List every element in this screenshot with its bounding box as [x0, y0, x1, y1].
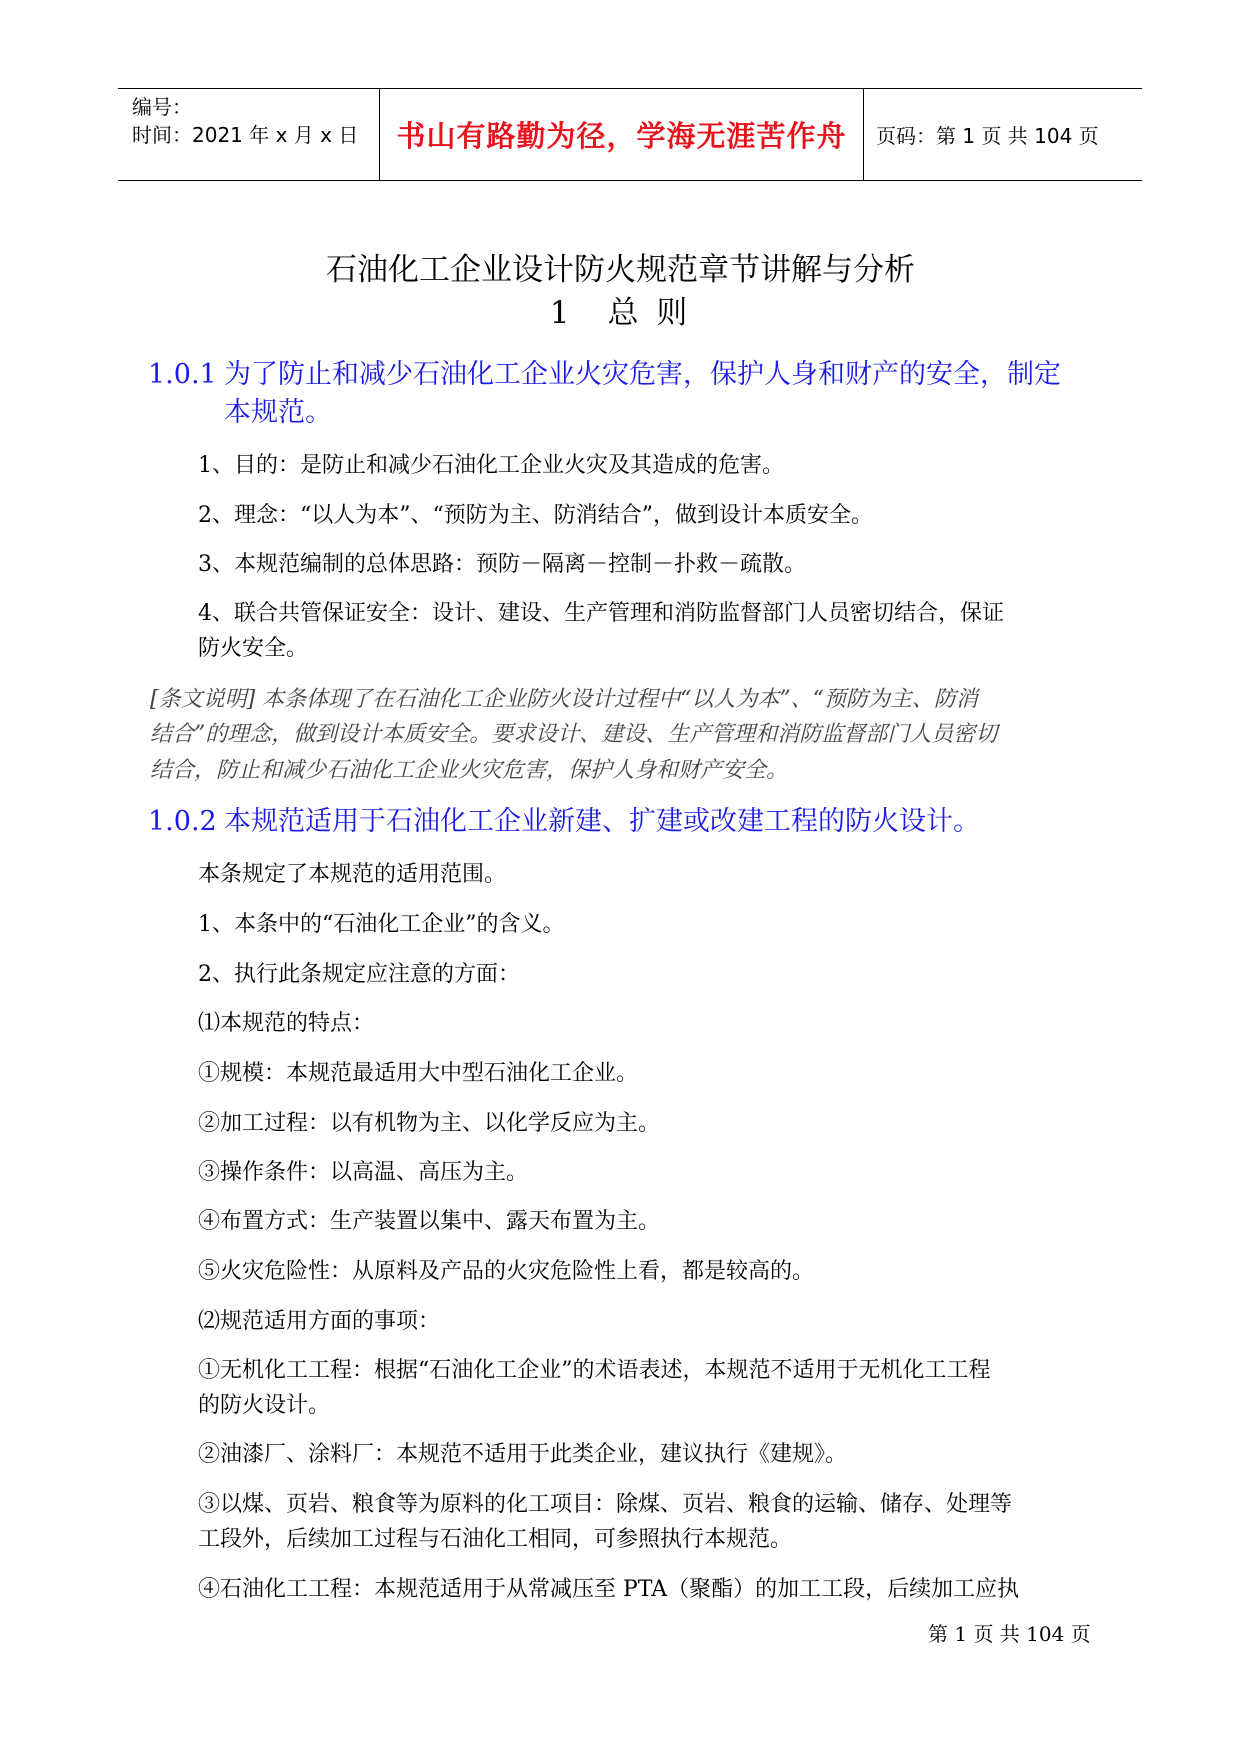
page-footer: 第 1 页 共 104 页: [928, 1622, 1091, 1646]
clause-1-0-2: [148, 802, 1128, 842]
header-motto-cell: [379, 89, 864, 180]
number-label: 编号：: [132, 95, 192, 119]
clause-1-0-1: [148, 355, 1128, 395]
paragraph: 本条规定了本规范的适用范围。: [198, 862, 507, 887]
paragraph: ③以煤、页岩、粮食等为原料的化工项目：除煤、页岩、粮食的运输、储存、处理等: [198, 1492, 1013, 1517]
clause-number: 1.0.1: [148, 359, 217, 390]
paragraph: ⑵规范适用方面的事项：: [198, 1309, 441, 1334]
clause-text-line1: 为了防止和减少石油化工企业火灾危害，保护人身和财产的安全，制定: [224, 359, 1061, 390]
clause-note: 结合，防止和减少石油化工企业火灾危害，保护人身和财产安全。: [150, 758, 789, 783]
paragraph: ③操作条件：以高温、高压为主。: [198, 1160, 529, 1185]
paragraph: ④布置方式：生产装置以集中、露天布置为主。: [198, 1209, 661, 1234]
paragraph: 1、本条中的“石油化工企业”的含义。: [198, 912, 565, 937]
chapter-number: 1: [549, 295, 574, 331]
paragraph: 1、目的：是防止和减少石油化工企业火灾及其造成的危害。: [198, 453, 784, 478]
chapter-name: 总 则: [607, 295, 692, 331]
paragraph: 工段外，后续加工过程与石油化工相同，可参照执行本规范。: [198, 1527, 793, 1552]
time-label: 时间：2021 年 x 月 x 日: [132, 123, 359, 147]
paragraph: ⑤火灾危险性：从原料及产品的火灾危险性上看，都是较高的。: [198, 1259, 815, 1284]
header-left-cell: [118, 89, 379, 180]
paragraph: 4、联合共管保证安全：设计、建设、生产管理和消防监督部门人员密切结合，保证: [198, 601, 1004, 626]
clause-text: 本规范适用于石油化工企业新建、扩建或改建工程的防火设计。: [224, 806, 980, 837]
paragraph: 防火安全。: [198, 636, 309, 661]
document-header: [118, 88, 1142, 181]
clause-note: [条文说明] 本条体现了在石油化工企业防火设计过程中“以人为本”、“预防为主、防消: [150, 687, 978, 712]
motto: 书山有路勤为径，学海无涯苦作舟: [396, 119, 847, 153]
paragraph: ④石油化工工程：本规范适用于从常减压至 PTA（聚酯）的加工工段，后续加工应执: [198, 1577, 1020, 1602]
paragraph: 2、理念：“以人为本”、“预防为主、防消结合”，做到设计本质安全。: [198, 503, 873, 528]
chapter-heading: [0, 287, 1241, 332]
paragraph: 2、执行此条规定应注意的方面：: [198, 962, 520, 987]
paragraph: 的防火设计。: [198, 1393, 331, 1418]
paragraph: ⑴本规范的特点：: [198, 1011, 375, 1036]
page-info: 页码：第 1 页 共 104 页: [876, 124, 1099, 148]
clause-number: 1.0.2: [148, 806, 217, 837]
clause-note: 结合”的理念，做到设计本质安全。要求设计、建设、生产管理和消防监督部门人员密切: [150, 722, 998, 747]
paragraph: ②油漆厂、涂料厂：本规范不适用于此类企业，建议执行《建规》。: [198, 1442, 848, 1467]
paragraph: ①规模：本规范最适用大中型石油化工企业。: [198, 1061, 639, 1086]
document-title: 石油化工企业设计防火规范章节讲解与分析: [326, 252, 915, 288]
paragraph: 3、本规范编制的总体思路：预防－隔离－控制－扑救－疏散。: [198, 552, 806, 577]
clause-1-0-1-cont: 本规范。: [224, 397, 332, 428]
header-page-cell: [864, 89, 1142, 180]
paragraph: ②加工过程：以有机物为主、以化学反应为主。: [198, 1111, 661, 1136]
paragraph: ①无机化工工程：根据“石油化工企业”的术语表述，本规范不适用于无机化工工程: [198, 1358, 991, 1383]
